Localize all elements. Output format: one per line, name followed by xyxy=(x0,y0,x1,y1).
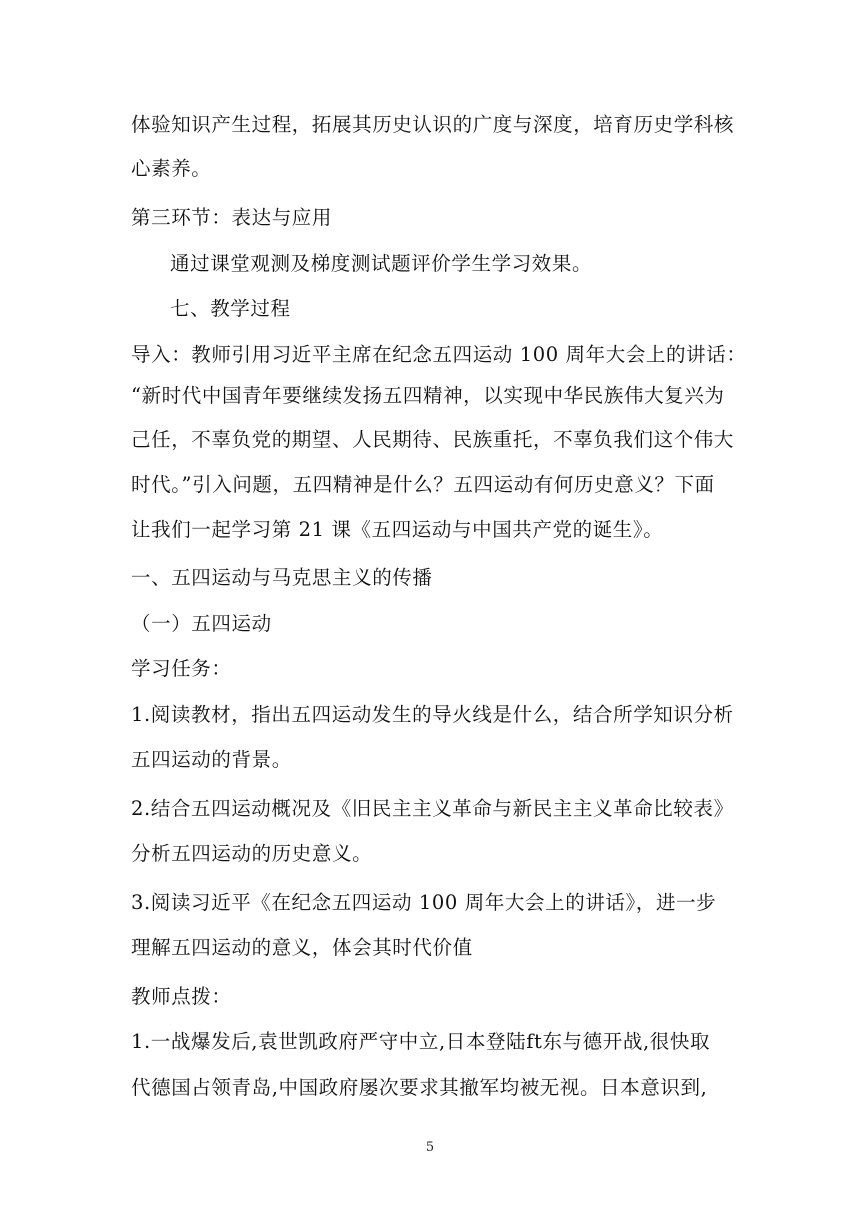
text-line: 1.一战爆发后,袁世凯政府严守中立,日本登陆ft东与德开战,很快取 xyxy=(131,1030,711,1053)
text-line: 通过课堂观测及梯度测试题评价学生学习效果。 xyxy=(170,252,593,275)
text-line: 时代。”引入问题，五四精神是什么？五四运动有何历史意义？下面 xyxy=(131,473,715,496)
text-line: 分析五四运动的历史意义。 xyxy=(131,842,373,865)
text-line: 五四运动的背景。 xyxy=(131,748,292,771)
text-line: “新时代中国青年要继续发扬五四精神，以实现中华民族伟大复兴为 xyxy=(131,384,725,407)
text-line: 己任，不辜负党的期望、人民期待、民族重托，不辜负我们这个伟大 xyxy=(131,428,735,451)
text-line: 教师点拨： xyxy=(131,985,232,1008)
text-line: 让我们一起学习第 21 课《五四运动与中国共产党的诞生》。 xyxy=(131,518,664,541)
text-line: 1.阅读教材，指出五四运动发生的导火线是什么，结合所学知识分析 xyxy=(131,703,734,726)
text-line: 学习任务： xyxy=(131,657,232,680)
section-heading: 第三环节：表达与应用 xyxy=(131,206,333,229)
page-number: 5 xyxy=(425,1140,435,1155)
text-line: 导入：教师引用习近平主席在纪念五四运动 100 周年大会上的讲话： xyxy=(131,343,747,366)
text-line: 理解五四运动的意义，体会其时代价值 xyxy=(131,936,473,959)
text-line: 2.结合五四运动概况及《旧民主主义革命与新民主主义革命比较表》 xyxy=(131,797,734,820)
text-line: 体验知识产生过程，拓展其历史认识的广度与深度，培育历史学科核 xyxy=(131,113,735,136)
text-line: 心素养。 xyxy=(131,157,212,180)
text-line: 3.阅读习近平《在纪念五四运动 100 周年大会上的讲话》，进一步 xyxy=(131,891,717,914)
section-heading: 一、五四运动与马克思主义的传播 xyxy=(131,566,433,589)
subsection-heading: （一）五四运动 xyxy=(131,612,272,635)
text-line: 代德国占领青岛,中国政府屡次要求其撤军均被无视。日本意识到, xyxy=(131,1076,708,1099)
section-heading: 七、教学过程 xyxy=(170,297,291,320)
